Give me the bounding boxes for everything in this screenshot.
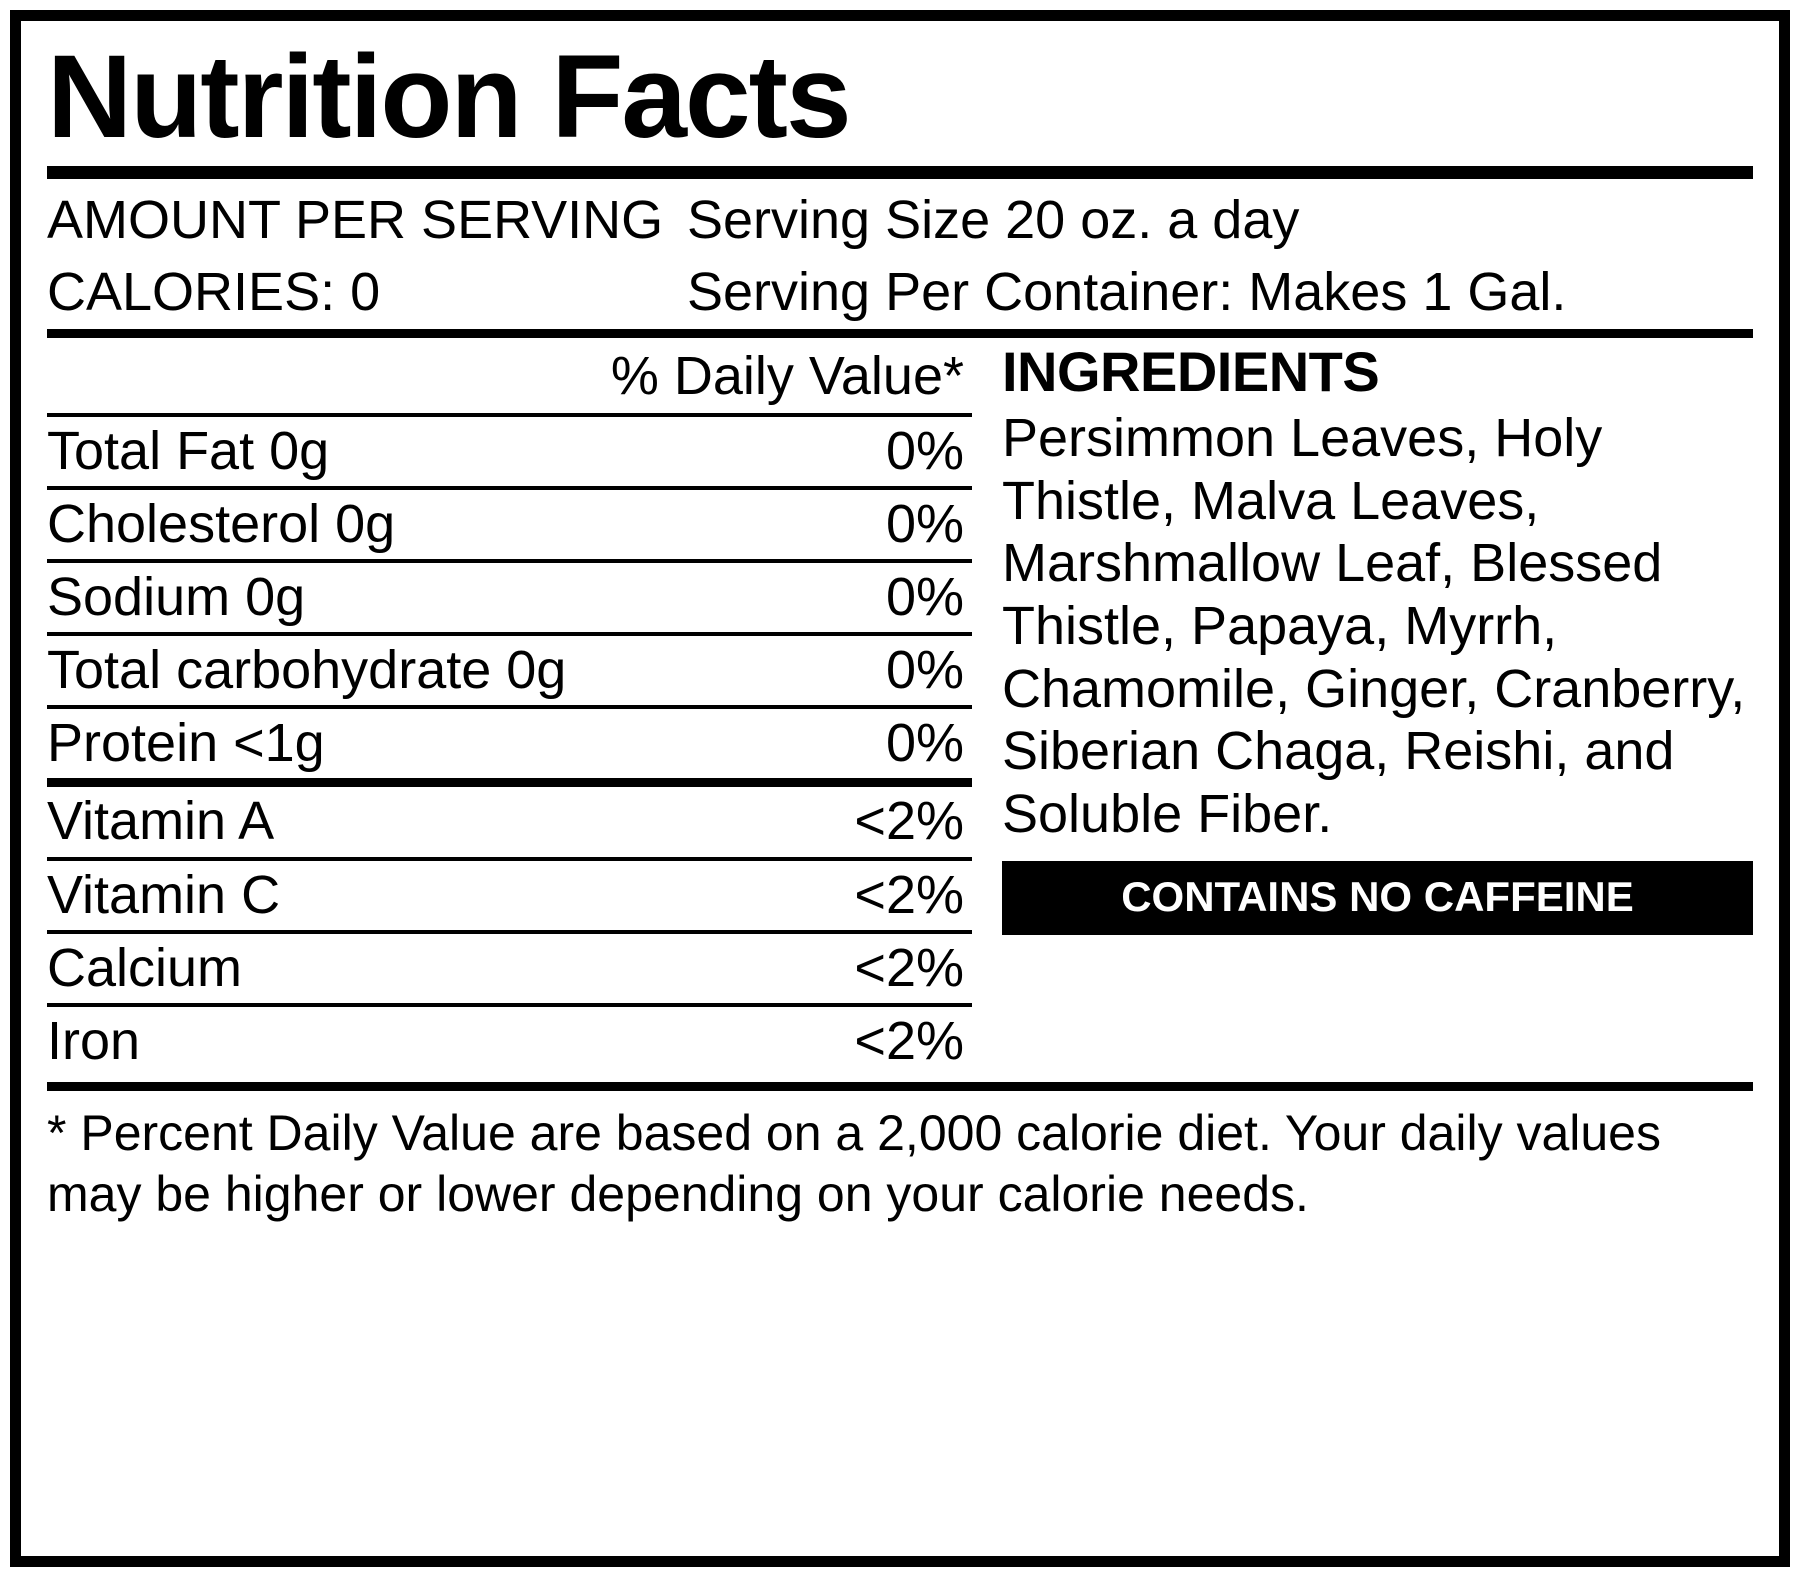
- ingredients-text: Persimmon Leaves, Holy Thistle, Malva Leaves, Marshmallow Leaf, Blessed Thistle, Papaya, Myrrh, Chamomile, Ginger, Cranberry, Siberian Chaga, Reishi, and Soluble Fiber.: [1002, 408, 1746, 844]
- daily-value-header: % Daily Value*: [610, 345, 964, 406]
- divider-before-vitamins: [47, 778, 972, 787]
- nutrient-dv: <2%: [854, 937, 964, 998]
- nutrient-name: Calcium: [47, 937, 243, 998]
- table-row: [47, 490, 972, 559]
- serving-row-calories: [47, 257, 1753, 329]
- calories-label: CALORIES: 0: [47, 261, 381, 322]
- table-row: [47, 563, 972, 632]
- divider-above-footnote: [47, 1082, 1753, 1091]
- serving-size-value: Serving Size 20 oz. a day: [687, 190, 1300, 251]
- nutrient-name: Iron: [47, 1010, 141, 1071]
- nutrient-dv: 0%: [885, 493, 964, 554]
- nutrition-facts-label: [10, 10, 1790, 1567]
- nutrient-dv: <2%: [854, 791, 964, 852]
- servings-per-container-value: Serving Per Container: Makes 1 Gal.: [687, 261, 1567, 322]
- nutrient-dv: 0%: [885, 420, 964, 481]
- table-row: [47, 709, 972, 778]
- table-row: [47, 417, 972, 486]
- main-columns: [47, 338, 1753, 1076]
- ingredients-column: [972, 338, 1753, 936]
- nutrient-name: Protein <1g: [47, 713, 325, 774]
- nutrient-name: Sodium 0g: [47, 566, 306, 627]
- divider-under-serving: [47, 329, 1753, 338]
- table-row: [47, 861, 972, 930]
- nutrient-name: Total carbohydrate 0g: [47, 640, 567, 701]
- table-row: [47, 1007, 972, 1076]
- nutrient-name: Total Fat 0g: [47, 420, 330, 481]
- amount-per-serving-label: AMOUNT PER SERVING: [47, 190, 664, 251]
- nutrient-name: Vitamin C: [47, 864, 281, 925]
- nutrient-name: Vitamin A: [47, 791, 275, 852]
- table-row: [47, 636, 972, 705]
- label-inner: [47, 31, 1753, 1225]
- table-row: [47, 787, 972, 856]
- nutrient-dv: 0%: [885, 713, 964, 774]
- page-title: Nutrition Facts: [47, 31, 850, 163]
- nutrient-dv: 0%: [885, 640, 964, 701]
- table-row: [47, 934, 972, 1003]
- nutrient-dv: <2%: [854, 864, 964, 925]
- nutrient-column: [47, 338, 972, 1076]
- footnote: * Percent Daily Value are based on a 2,000 calorie diet. Your daily values may be higher or lower depending on your calorie needs.: [47, 1105, 1661, 1223]
- nutrient-name: Cholesterol 0g: [47, 493, 396, 554]
- serving-row-amount: [47, 185, 1753, 257]
- nutrient-dv: <2%: [854, 1010, 964, 1071]
- divider-under-title: [47, 166, 1753, 179]
- nutrient-dv: 0%: [885, 566, 964, 627]
- serving-block: [47, 179, 1753, 329]
- ingredients-title: INGREDIENTS: [1002, 339, 1380, 403]
- status-badge-no-caffeine: CONTAINS NO CAFFEINE: [1002, 861, 1753, 935]
